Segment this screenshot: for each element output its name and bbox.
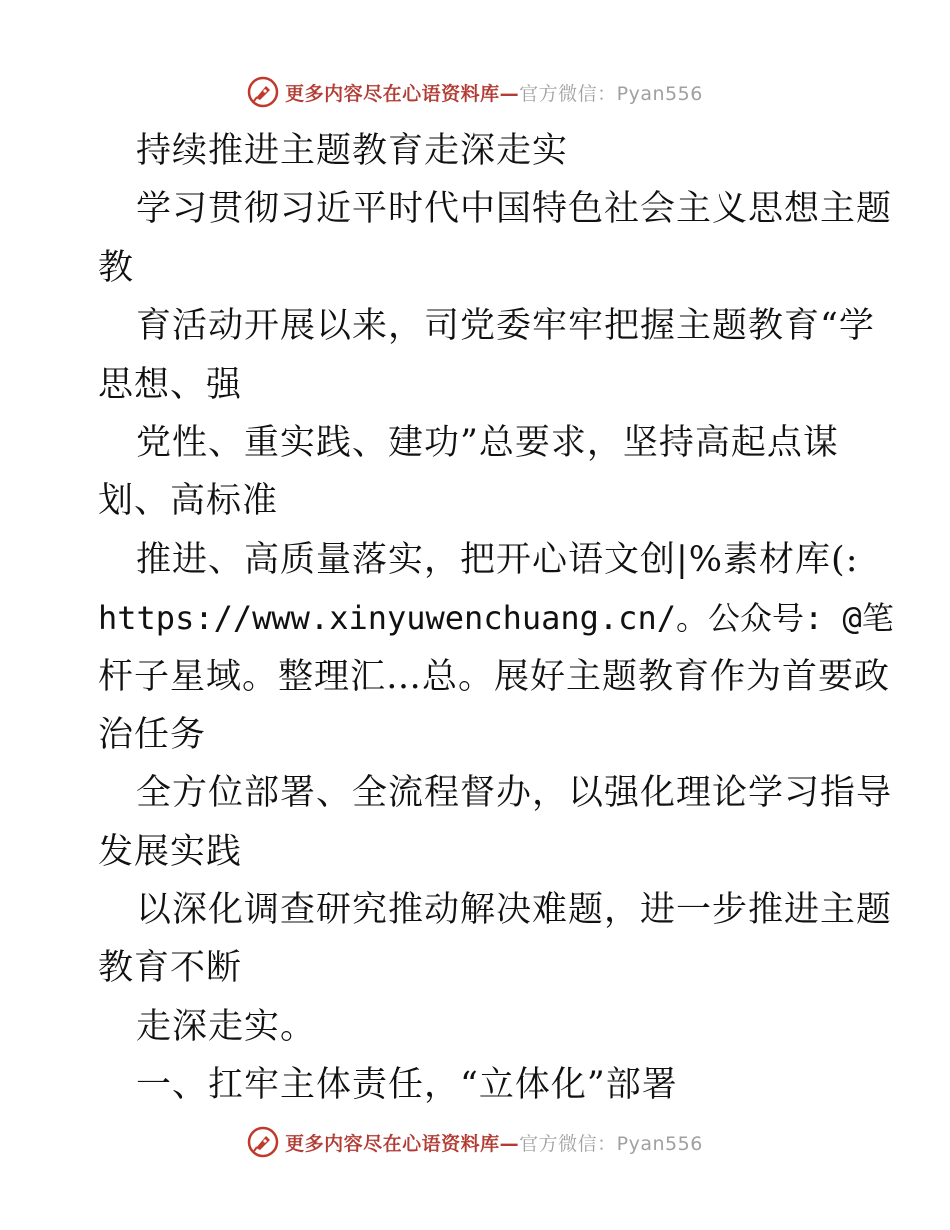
pen-nib-logo-icon [247, 76, 279, 108]
pen-nib-logo-icon [247, 1126, 279, 1158]
header-watermark [0, 72, 950, 112]
doc-line-url: https://www.xinyuwenchuang.cn/。公众号: @笔 [98, 599, 894, 638]
doc-line: 党性、重实践、建功”总要求，坚持高起点谋 [136, 422, 839, 463]
doc-line: 发展实践 [98, 831, 243, 872]
doc-title: 持续推进主题教育走深走实 [136, 131, 569, 171]
section-heading: 一、扛牢主体责任，“立体化”部署 [136, 1065, 678, 1106]
doc-line: 走深走实。 [136, 1006, 317, 1047]
doc-line: 思想、强 [98, 364, 243, 405]
doc-line: 育活动开展以来，司党委牢牢把握主题教育“学 [136, 306, 875, 347]
footer-watermark [0, 1122, 950, 1162]
doc-line: 学习贯彻习近平时代中国特色社会主义思想主题 [136, 189, 893, 230]
doc-line: 推进、高质量落实，把开心语文创|%素材库(: [136, 539, 859, 580]
doc-line: 教育不断 [98, 948, 243, 989]
doc-line: 全方位部署、全流程督办，以强化理论学习指导 [136, 773, 893, 814]
watermark-text: 更多内容尽在心语资料库—官方微信：Pyan556 [285, 82, 703, 105]
doc-line: 划、高标准 [98, 481, 279, 522]
doc-line: 以深化调查研究推动解决难题，进一步推进主题 [136, 890, 893, 931]
watermark-text: 更多内容尽在心语资料库—官方微信：Pyan556 [285, 1132, 703, 1155]
doc-line: 杆子星域。整理汇…总。展好主题教育作为首要政 [98, 656, 891, 697]
doc-line: 治任务 [98, 714, 207, 755]
doc-line: 教 [98, 247, 135, 288]
document-body [98, 122, 894, 1115]
